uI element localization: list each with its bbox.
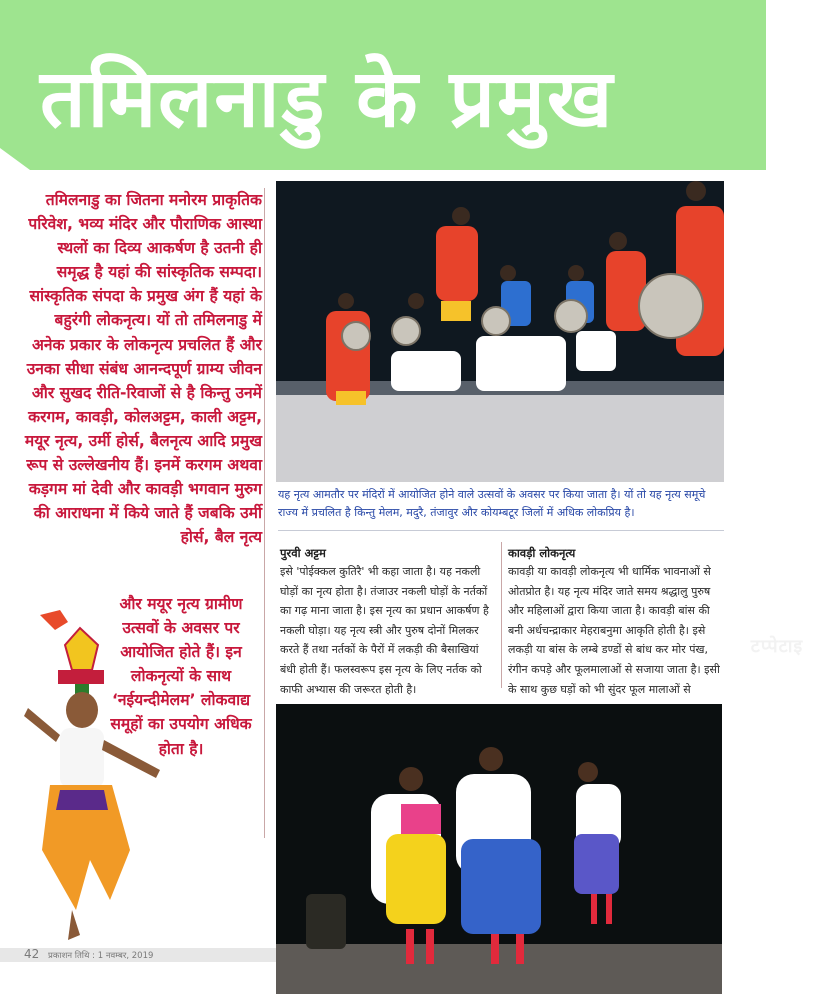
- column-divider-small: [501, 542, 502, 688]
- horse-dance-illustration: [276, 704, 722, 994]
- page-number: 42: [24, 947, 40, 961]
- kavadi-dancer-illustration: [20, 610, 200, 940]
- column-divider: [264, 188, 265, 838]
- caption-rule: [278, 530, 724, 531]
- photo-horse-dance: [276, 704, 722, 994]
- section-kavadi: [508, 545, 724, 699]
- section-heading: पुरवी अट्टम: [280, 546, 326, 560]
- dance-photo-illustration: [276, 181, 724, 482]
- section-puravi-attam: [280, 545, 497, 699]
- publication-date: प्रकाशन तिथि : 1 नवम्बर, 2019: [48, 951, 154, 961]
- title-banner: [0, 0, 766, 170]
- lead-text: [20, 188, 262, 549]
- lead-paragraph-narrow: और मयूर नृत्य ग्रामीण उत्सवों के अवसर पर आयोजित होते हैं। इन लोकनृत्यों के साथ ‘नईयन्दीमेलम’ लोकवाद्य समूहों का उपयोग अधिक होता है।: [110, 595, 252, 758]
- section-body: इसे 'पोईक्कल कुतिरै' भी कहा जाता है। यह नकली घोड़ों का नृत्य होता है। तंजाउर नकली घोड़ों के नर्तकों का गढ़ माना जाता है। इस नृत्य का प्रधान आकर्षण है नकली घोड़ा। यह नृत्य स्त्री और पुरुष दोनों मिलकर करते हैं तथा नर्तकों के पैरों में लकड़ी की बैसाखियां बंधी होती हैं। फलस्वरूप इस नृत्य के लिए नर्तक को काफी अभ्यास की जरूरत होती है।: [280, 565, 489, 696]
- lead-paragraph-top: तमिलनाडु का जितना मनोरम प्राकृतिक परिवेश, भव्य मंदिर और पौराणिक आस्था स्थलों का दिव्य आकर्षण है उतनी ही समृद्ध है यहां की सांस्कृतिक सम्पदा। सांस्कृतिक संपदा के प्रमुख अंग हैं यहां के बहुरंगी लोकनृत्य। यों तो तमिलनाडु में अनेक प्रकार के लोकनृत्य प्रचलित हैं और उनका सीधा संबंध आनन्दपूर्ण ग्राम्य जीवन और सुखद रीति-रिवाजों से है किन्तु उनमें करगम, कावड़ी, कोलअट्टम, काली अट्टम, मयूर नृत्य, उर्मी होर्स, बैलनृत्य आदि प्रमुख रूप से उल्लेखनीय हैं। इनमें करगम अथवा कड़गम मां देवी और कावड़ी भगवान मुरुग की आराधना में किये जाते हैं जबकि उर्मी होर्स, बैल नृत्य: [24, 191, 262, 547]
- page-title: तमिलनाडु के प्रमुख: [40, 52, 615, 145]
- photo-caption: यह नृत्य आमतौर पर मंदिरों में आयोजित होने वाले उत्सवों के अवसर पर किया जाता है। यों तो यह नृत्य समूचे राज्य में प्रचलित है किन्तु मेलम, मदुरै, तंजावुर और कोयम्बटूर जिलों में अधिक लोकप्रिय है।: [278, 488, 706, 519]
- photo-label: टप्पेटाइ: [750, 636, 804, 657]
- section-heading: कावड़ी लोकनृत्य: [508, 546, 576, 560]
- section-body: कावड़ी या कावड़ी लोकनृत्य भी धार्मिक भावनाओं से ओतप्रोत है। यह नृत्य मंदिर जाते समय श्रद्धालु पुरुष और महिलाओं द्वारा किया जाता है। कावड़ी बांस की बनी अर्धचन्द्राकार मेहराबनुमा आकृति होती है। इसे लकड़ी या बांस के लम्बे डण्डों से बांध कर मोर पंख, रंगीन कपड़े और फूलमालाओं से सजाया जाता है। इसी के साथ कुछ घड़ों को भी सुंदर फूल मालाओं से: [508, 565, 720, 696]
